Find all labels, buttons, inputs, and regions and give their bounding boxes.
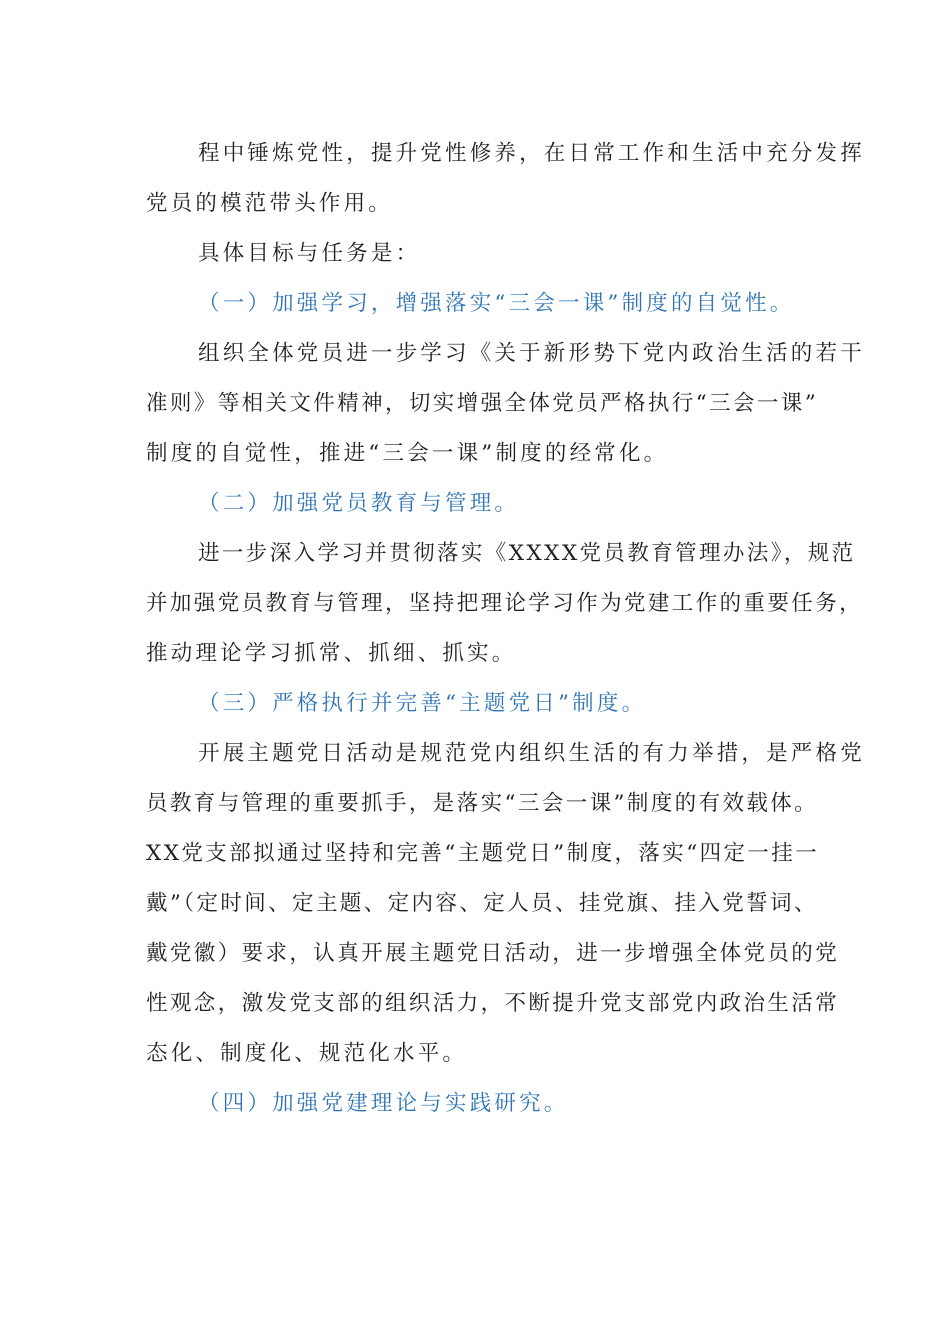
paragraph-line: 推动理论学习抓常、抓细、抓实。 bbox=[146, 641, 517, 666]
paragraph-line: 党员的模范带头作用。 bbox=[146, 191, 394, 216]
paragraph-line: 准则》等相关文件精神，切实增强全体党员严格执行“三会一课” bbox=[146, 391, 819, 416]
paragraph-line: 具体目标与任务是： bbox=[198, 241, 421, 266]
paragraph-line: 态化、制度化、规范化水平。 bbox=[146, 1041, 468, 1066]
paragraph-line: 员教育与管理的重要抓手，是落实“三会一课”制度的有效载体。 bbox=[146, 791, 819, 816]
paragraph-line: 组织全体党员进一步学习《关于新形势下党内政治生活的若干 bbox=[198, 341, 865, 366]
section-heading-4: （四）加强党建理论与实践研究。 bbox=[198, 1091, 569, 1116]
paragraph-line: XX党支部拟通过坚持和完善“主题党日”制度，落实“四定一挂一 bbox=[146, 841, 820, 866]
paragraph-line: 戴”（定时间、定主题、定内容、定人员、挂党旗、挂入党誓词、 bbox=[146, 891, 818, 916]
section-heading-2: （二）加强党员教育与管理。 bbox=[198, 491, 520, 516]
paragraph-line: 戴党徽）要求，认真开展主题党日活动，进一步增强全体党员的党 bbox=[146, 941, 840, 966]
document-body bbox=[146, 129, 865, 1129]
paragraph-line: 进一步深入学习并贯彻落实《XXXX党员教育管理办法》，规范 bbox=[198, 541, 856, 566]
paragraph-line: 并加强党员教育与管理，坚持把理论学习作为党建工作的重要任务， bbox=[146, 591, 864, 616]
paragraph-line: 性观念，激发党支部的组织活力，不断提升党支部党内政治生活常 bbox=[146, 991, 840, 1016]
paragraph-line: 开展主题党日活动是规范党内组织生活的有力举措，是严格党 bbox=[198, 741, 865, 766]
paragraph-line: 制度的自觉性，推进“三会一课”制度的经常化。 bbox=[146, 441, 669, 466]
section-heading-1: （一）加强学习，增强落实“三会一课”制度的自觉性。 bbox=[198, 291, 795, 316]
paragraph-line: 程中锤炼党性，提升党性修养，在日常工作和生活中充分发挥 bbox=[198, 141, 865, 166]
section-heading-3: （三）严格执行并完善“主题党日”制度。 bbox=[198, 691, 647, 716]
